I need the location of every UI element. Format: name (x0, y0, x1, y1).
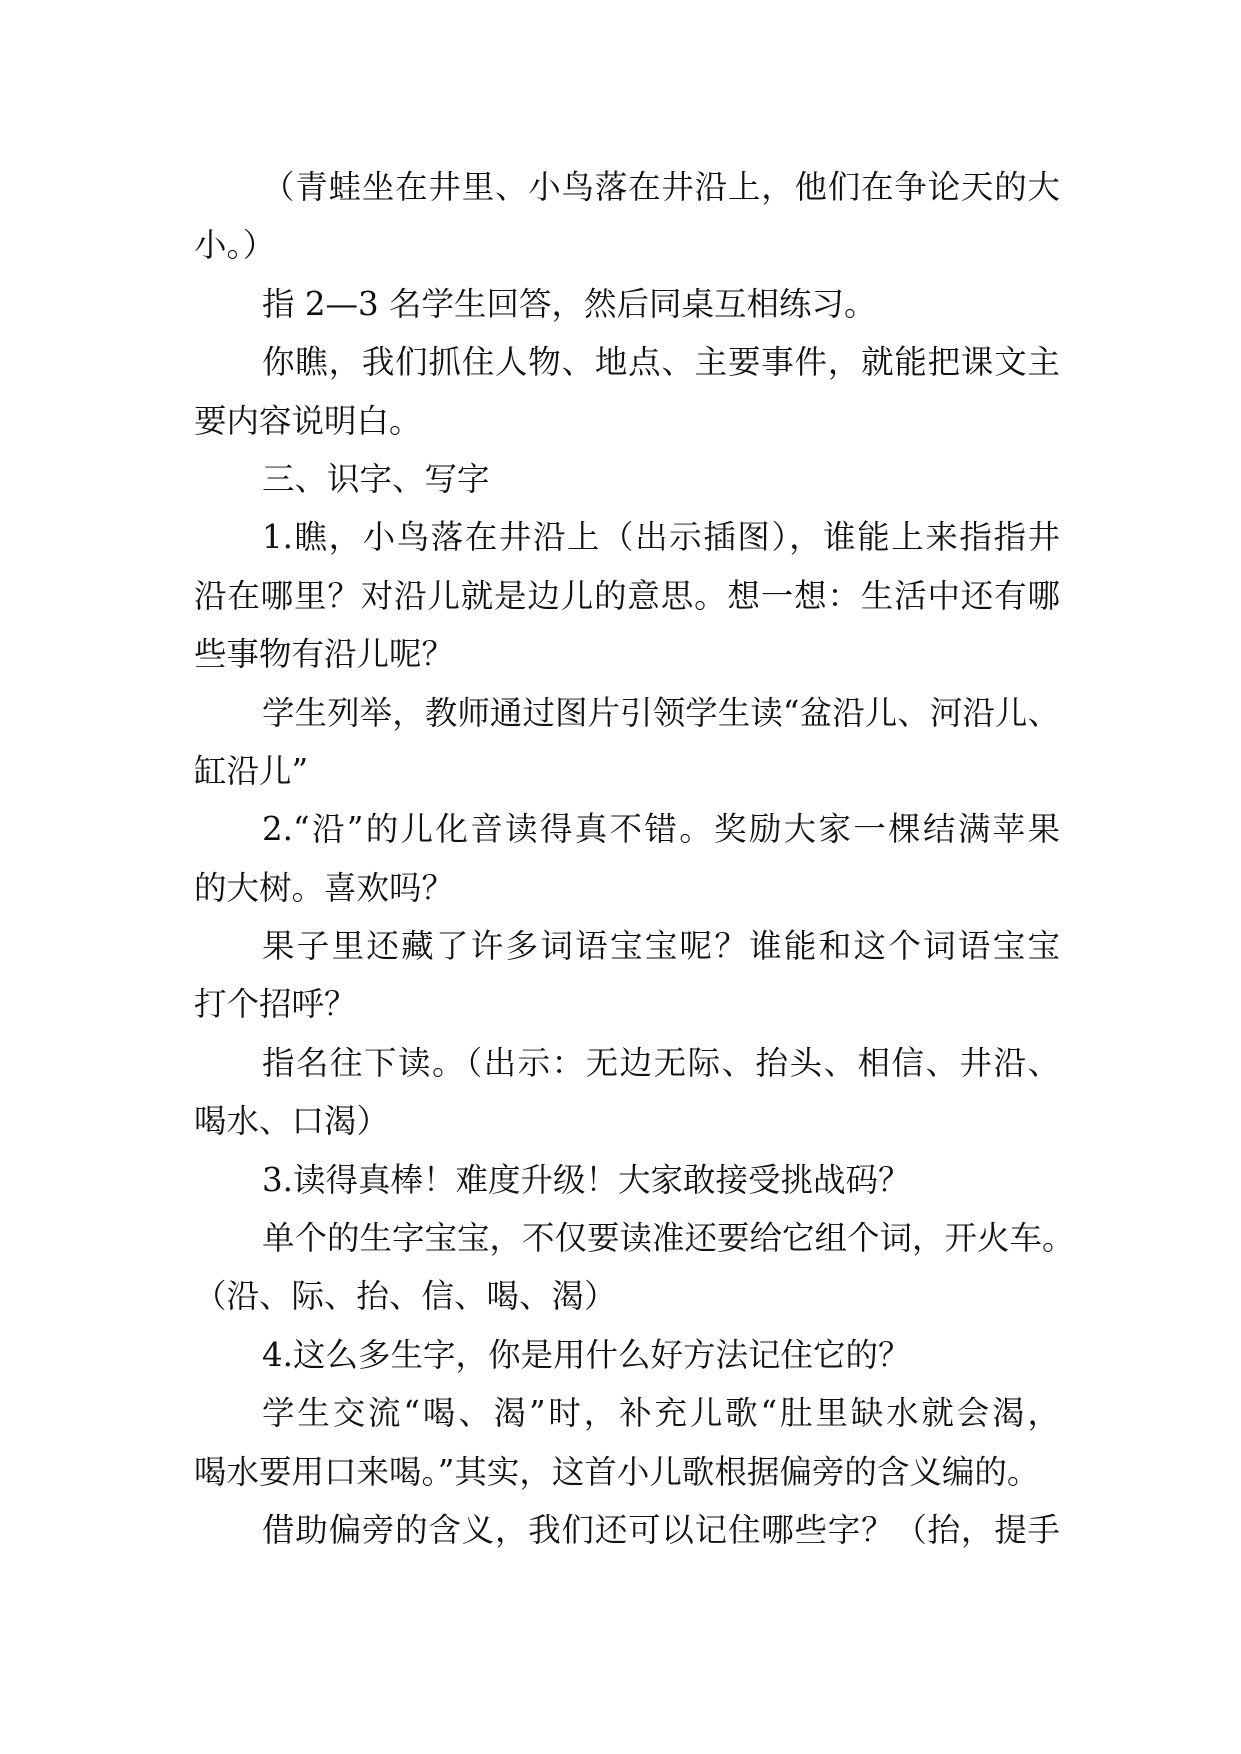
text-line: 学生交流“喝、渴”时，补充儿歌“肚里缺水就会渴， (262, 1394, 1060, 1433)
text-line: 三、识字、写字 (262, 459, 490, 498)
text-line: 你瞧，我们抓住人物、地点、主要事件，就能把课文主 (262, 343, 1060, 382)
text-line: 学生列举，教师通过图片引领学生读“盆沿儿、河沿儿、 (262, 693, 1060, 732)
document-body (194, 158, 1075, 1559)
text-line: 缸沿儿” (194, 751, 309, 790)
text-line: 指 2—3 名学生回答，然后同桌互相练习。 (262, 284, 877, 323)
text-line: 3.读得真棒！难度升级！大家敢接受挑战码？ (262, 1160, 911, 1199)
text-line: （青蛙坐在井里、小鸟落在井沿上，他们在争论天的大 (262, 168, 1060, 206)
paragraph (194, 1151, 1060, 1209)
text-line: 小。） (194, 226, 276, 265)
text-line: 单个的生字宝宝，不仅要读准还要给它组个词，开火车。 (262, 1219, 1075, 1258)
paragraph (194, 275, 1060, 333)
paragraph (194, 1326, 1060, 1384)
paragraph (194, 1501, 1060, 1559)
text-line: 沿在哪里？对沿儿就是边儿的意思。想一想：生活中还有哪 (194, 576, 1060, 615)
text-line: 喝水要用口来喝。”其实，这首小儿歌根据偏旁的含义编的。 (194, 1452, 1040, 1491)
paragraph (194, 800, 1060, 917)
text-line: 1.瞧，小鸟落在井沿上（出示插图），谁能上来指指井 (262, 518, 1060, 557)
text-line: 2.“沿”的儿化音读得真不错。奖励大家一棵结满苹果 (262, 810, 1060, 849)
paragraph (194, 1209, 1075, 1326)
section-heading (194, 450, 1060, 508)
text-line: 借助偏旁的含义，我们还可以记住哪些字？（抬，提手 (262, 1510, 1060, 1549)
paragraph (194, 333, 1060, 450)
text-line: 要内容说明白。 (194, 401, 422, 440)
paragraph (194, 158, 1060, 275)
text-line: 指名往下读。（出示：无边无际、抬头、相信、井沿、 (262, 1043, 1060, 1082)
text-line: 些事物有沿儿呢？ (194, 635, 455, 674)
text-line: 喝水、口渴） (194, 1102, 390, 1141)
text-line: 的大树。喜欢吗？ (194, 868, 455, 907)
paragraph (194, 1384, 1060, 1501)
text-line: 打个招呼？ (194, 985, 357, 1024)
paragraph (194, 684, 1060, 801)
text-line: （沿、际、抬、信、喝、渴） (194, 1277, 617, 1316)
text-line: 4.这么多生字，你是用什么好方法记住它的？ (262, 1335, 911, 1374)
paragraph (194, 917, 1060, 1034)
paragraph (194, 1034, 1060, 1151)
text-line: 果子里还藏了许多词语宝宝呢？谁能和这个词语宝宝 (262, 927, 1060, 966)
paragraph (194, 508, 1060, 683)
